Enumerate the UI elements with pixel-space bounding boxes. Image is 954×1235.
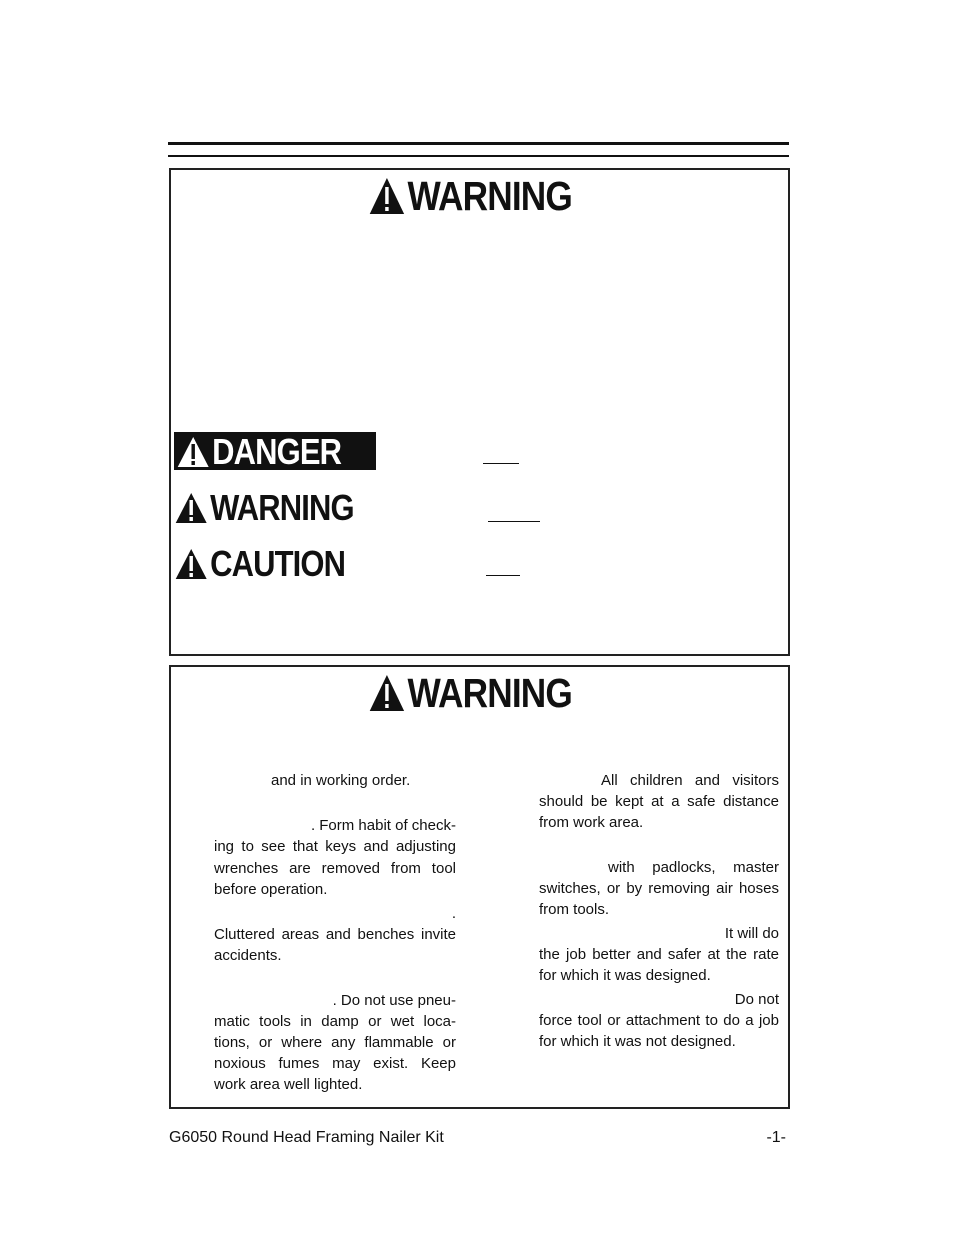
warning-triangle-icon xyxy=(176,435,210,469)
text-line: work area well lighted. xyxy=(214,1076,363,1093)
warning-word-text: WARNING xyxy=(210,487,354,528)
top-rule-thick xyxy=(168,142,789,145)
text-line: . Form habit of check- xyxy=(310,817,456,834)
warning-signal-word xyxy=(174,488,354,528)
text-line: should be kept at a safe distance xyxy=(539,793,779,810)
box2-warning-heading xyxy=(368,670,572,716)
text-line: from work area. xyxy=(539,814,644,831)
text-line: accidents. xyxy=(214,947,282,964)
footer-manual-title: G6050 Round Head Framing Nailer Kit xyxy=(169,1129,444,1146)
text-line: Do not xyxy=(734,991,779,1008)
underline-mark xyxy=(488,521,540,522)
underline-mark xyxy=(486,575,520,576)
box1-warning-heading xyxy=(368,173,572,219)
warning-triangle-icon xyxy=(174,491,208,525)
underline-mark xyxy=(483,463,519,464)
footer-page-number: -1- xyxy=(766,1129,786,1146)
text-line: force tool or attachment to do a job xyxy=(539,1012,779,1029)
text-line: for which it was not designed. xyxy=(539,1033,736,1050)
text-line: switches, or by removing air hoses xyxy=(539,880,779,897)
text-line: Cluttered areas and benches invite xyxy=(214,926,456,943)
text-line: matic tools in damp or wet loca- xyxy=(214,1013,456,1030)
text-line: with padlocks, master xyxy=(608,859,779,876)
text-line: All children and visitors xyxy=(601,772,779,789)
text-line: . Do not use pneu- xyxy=(332,992,456,1009)
text-line: ing to see that keys and adjusting xyxy=(214,838,456,855)
text-line: noxious fumes may exist. Keep xyxy=(214,1055,456,1072)
text-line: . xyxy=(451,905,456,922)
caution-word-text: CAUTION xyxy=(210,543,346,584)
danger-word-text: DANGER xyxy=(212,431,342,472)
box2-heading-text: WARNING xyxy=(407,669,572,716)
top-rule-thin xyxy=(168,155,789,157)
text-line: tions, or where any flammable or xyxy=(214,1034,456,1051)
text-line: the job better and safer at the rate xyxy=(539,946,779,963)
warning-triangle-icon xyxy=(368,176,406,216)
caution-signal-word xyxy=(174,544,345,584)
warning-triangle-icon xyxy=(368,673,406,713)
text-line: before operation. xyxy=(214,881,328,898)
text-line: It will do xyxy=(724,925,779,942)
text-line: wrenches are removed from tool xyxy=(214,860,456,877)
text-line: and in working order. xyxy=(271,772,411,789)
box1-heading-text: WARNING xyxy=(407,172,572,219)
text-line: from tools. xyxy=(539,901,610,918)
text-line: for which it was designed. xyxy=(539,967,711,984)
danger-signal-word xyxy=(176,432,341,472)
warning-triangle-icon xyxy=(174,547,208,581)
